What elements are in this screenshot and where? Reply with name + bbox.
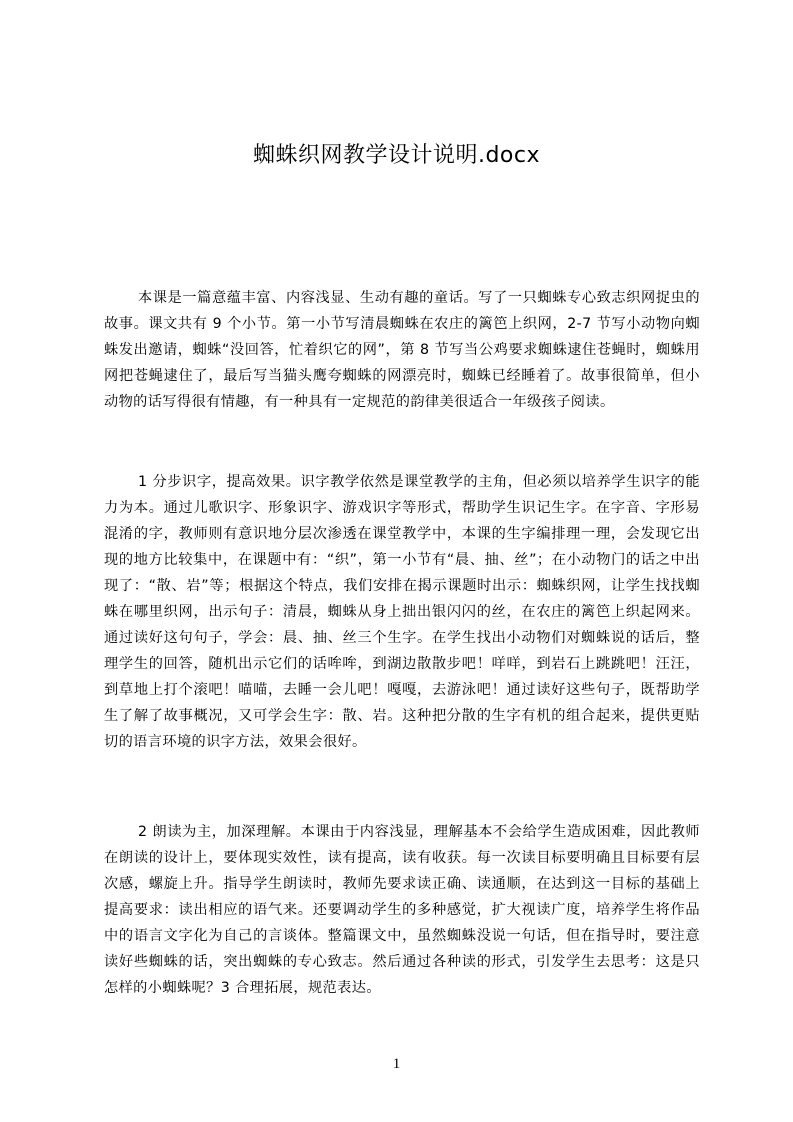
paragraph-literacy: 1 分步识字，提高效果。识字教学依然是课堂教学的主角，但必须以培养学生识字的能力为本。通过儿歌识字、形象识字、游戏识字等形式，帮助学生识记生字。在字音、字形易混淆的字，教师则有意识地分层次渗透在课堂教学中，本课的生字编排理一理，会发现它出现的地方比较集中，在课题中有：“织”，第一小节有“晨、抽、丝”；在小动物门的话之中出现了：“散、岩”等；根据这个特点，我们安排在揭示课题时出示：蜘蛛织网，让学生找找蜘蛛在哪里织网，出示句子：清晨，蜘蛛从身上拙出银闪闪的丝，在农庄的篱笆上织起网来。通过读好这句句子，学会：晨、抽、丝三个生字。在学生找出小动物们对蜘蛛说的话后，整理学生的回答，随机出示它们的话哞哞，到湖边散散步吧！咩咩，到岩石上跳跳吧！汪汪，到草地上打个滚吧！喵喵，去睡一会儿吧！嘎嘎，去游泳吧！通过读好这些句子，既帮助学生了解了故事概况，又可学会生字：散、岩。这种把分散的生字有机的组合起来，提供更贴切的语言环境的识字方法，效果会很好。: [104, 474, 700, 750]
paragraph-intro: 本课是一篇意蕴丰富、内容浅显、生动有趣的童话。写了一只蜘蛛专心致志织网捉虫的故事。课文共有 9 个小节。第一小节写清晨蜘蛛在农庄的篱笆上织网，2-7 节写小动物向蜘蛛发出邀请，蜘蛛“没回答，忙着织它的网”，第 8 节写当公鸡要求蜘蛛逮住苍蝇时，蜘蛛用网把苍蝇逮住了，最后写当猫头鹰夸蜘蛛的网漂亮时，蜘蛛已经睡着了。故事很简单，但小动物的话写得很有情趣，有一种具有一定规范的韵律美很适合一年级孩子阅读。: [104, 290, 700, 410]
document-title: 蜘蛛织网教学设计说明.docx: [252, 143, 541, 168]
paragraph-reading: 2 朗读为主，加深理解。本课由于内容浅显，理解基本不会给学生造成困难，因此教师在朗读的设计上，要体现实效性，读有提高，读有收获。每一次读目标要明确且目标要有层次感，螺旋上升。指导学生朗读时，教师先要求读正确、读通顺，在达到这一目标的基础上提高要求：读出相应的语气来。还要调动学生的多种感觉，扩大视读广度，培养学生将作品中的语言文字化为自己的言谈体。整篇课文中，虽然蜘蛛没说一句话，但在指导时，要注意读好些蜘蛛的话，突出蜘蛛的专心致志。然后通过各种读的形式，引发学生去思考：这是只怎样的小蜘蛛呢？3 合理拓展，规范表达。: [104, 824, 700, 996]
page-number: 1: [392, 1056, 401, 1072]
